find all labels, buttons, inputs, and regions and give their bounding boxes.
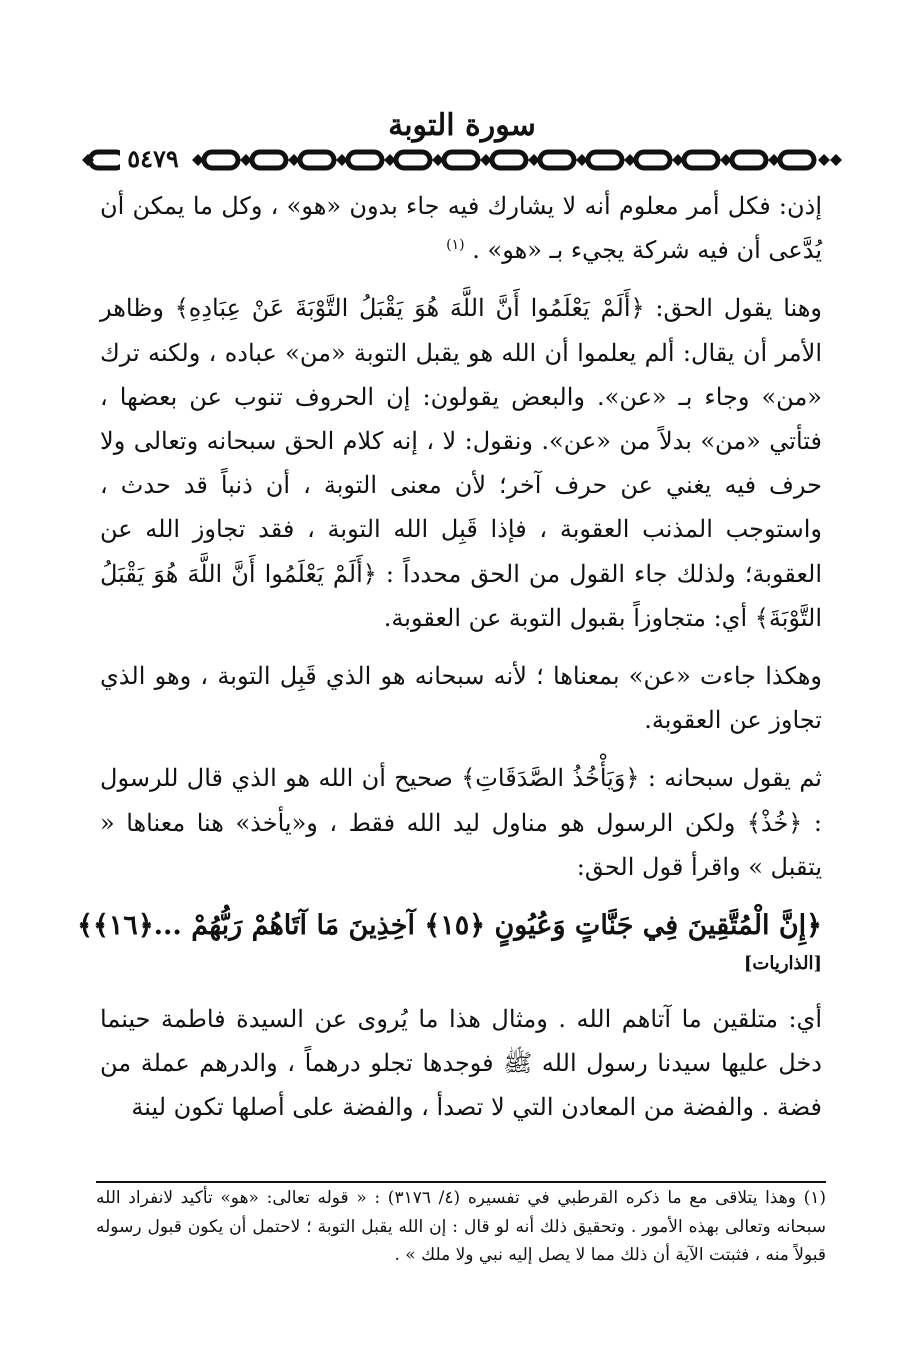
- paragraph: وهكذا جاءت «عن» بمعناها ؛ لأنه سبحانه هو الذي قَبِل التوبة ، وهو الذي تجاوز عن العقوبة.: [100, 662, 822, 735]
- quran-verse: ﴿إِنَّ الْمُتَّقِينَ فِي جَنَّاتٍ وَعُيُونٍ ﴿١٥﴾ آخِذِينَ مَا آتَاهُمْ رَبُّهُمْ ...﴿١٦﴾﴾: [77, 910, 822, 942]
- paragraph: ثم يقول سبحانه : ﴿وَيَأْخُذُ الصَّدَقَاتِ﴾ صحيح أن الله هو الذي قال للرسول : ﴿خُذْ﴾ ولكن الرسول هو مناول ليد الله فقط ، و«يأخذ» هنا معناها « يتقبل » واقرأ قول الحق:: [100, 764, 822, 881]
- paragraph-text: إذن: فكل أمر معلوم أنه لا يشارك فيه جاء بدون «هو» ، وكل ما يمكن أن يُدَّعى أن فيه شركة يجيء بـ «هو» .: [100, 192, 822, 265]
- footnote: (١) وهذا يتلاقى مع ما ذكره القرطبي في تفسيره (٤/ ٣١٧٦) : « قوله تعالى: «هو» تأكيد لانفراد الله سبحانه وتعالى بهذه الأمور . وتحقيق ذلك أنه لو قال : إن الله يقبل التوبة ؛ لاحتمل أن يكون قبول رسوله قبولاً منه ، فثبتت الآية أن ذلك مما لا يصل إليه نبي ولا ملك » .: [96, 1188, 826, 1265]
- surah-reference: [الذاريات]: [743, 953, 822, 975]
- quran-verse-block: [77, 903, 822, 979]
- ornamental-border: [82, 146, 842, 174]
- page-number: ٥٤٧٩: [120, 145, 186, 173]
- paragraph: [100, 184, 822, 272]
- paragraph: وهنا يقول الحق: ﴿أَلَمْ يَعْلَمُوا أَنَّ اللَّهَ هُوَ يَقْبَلُ التَّوْبَةَ عَنْ عِبَادِهِ﴾ وظاهر الأمر أن يقال: ألم يعلموا أن الله هو يقبل التوبة «من» عباده ، ولكنه ترك «من» وجاء بـ «عن». والبعض يقولون: إن الحروف تنوب عن بعضها ، فتأتي «من» بدلاً من «عن». ونقول: لا ، إنه كلام الحق سبحانه وتعالى ولا حرف فيه يغني عن حرف آخر؛ لأن معنى التوبة ، أن ذنباً قد حدث ، واستوجب المذنب العقوبة ، فإذا قَبِل الله التوبة ، فقد تجاوز الله عن العقوبة؛ ولذلك جاء القول من الحق محدداً : ﴿أَلَمْ يَعْلَمُوا أَنَّ اللَّهَ هُوَ يَقْبَلُ التَّوْبَةَ﴾ أي: متجاوزاً بقبول التوبة عن العقوبة.: [100, 294, 822, 632]
- footnote-marker: (١): [446, 237, 465, 254]
- paragraph: أي: متلقين ما آتاهم الله . ومثال هذا ما يُروى عن السيدة فاطمة حينما دخل عليها سيدنا رسول الله ﷺ فوجدها تجلو درهماً ، والدرهم عملة من فضة . والفضة من المعادن التي لا تصدأ ، والفضة على أصلها تكون لينة: [100, 1005, 822, 1122]
- footnote-divider: [96, 1181, 826, 1183]
- surah-title: سورة التوبة: [388, 108, 536, 143]
- main-text: [77, 184, 822, 1130]
